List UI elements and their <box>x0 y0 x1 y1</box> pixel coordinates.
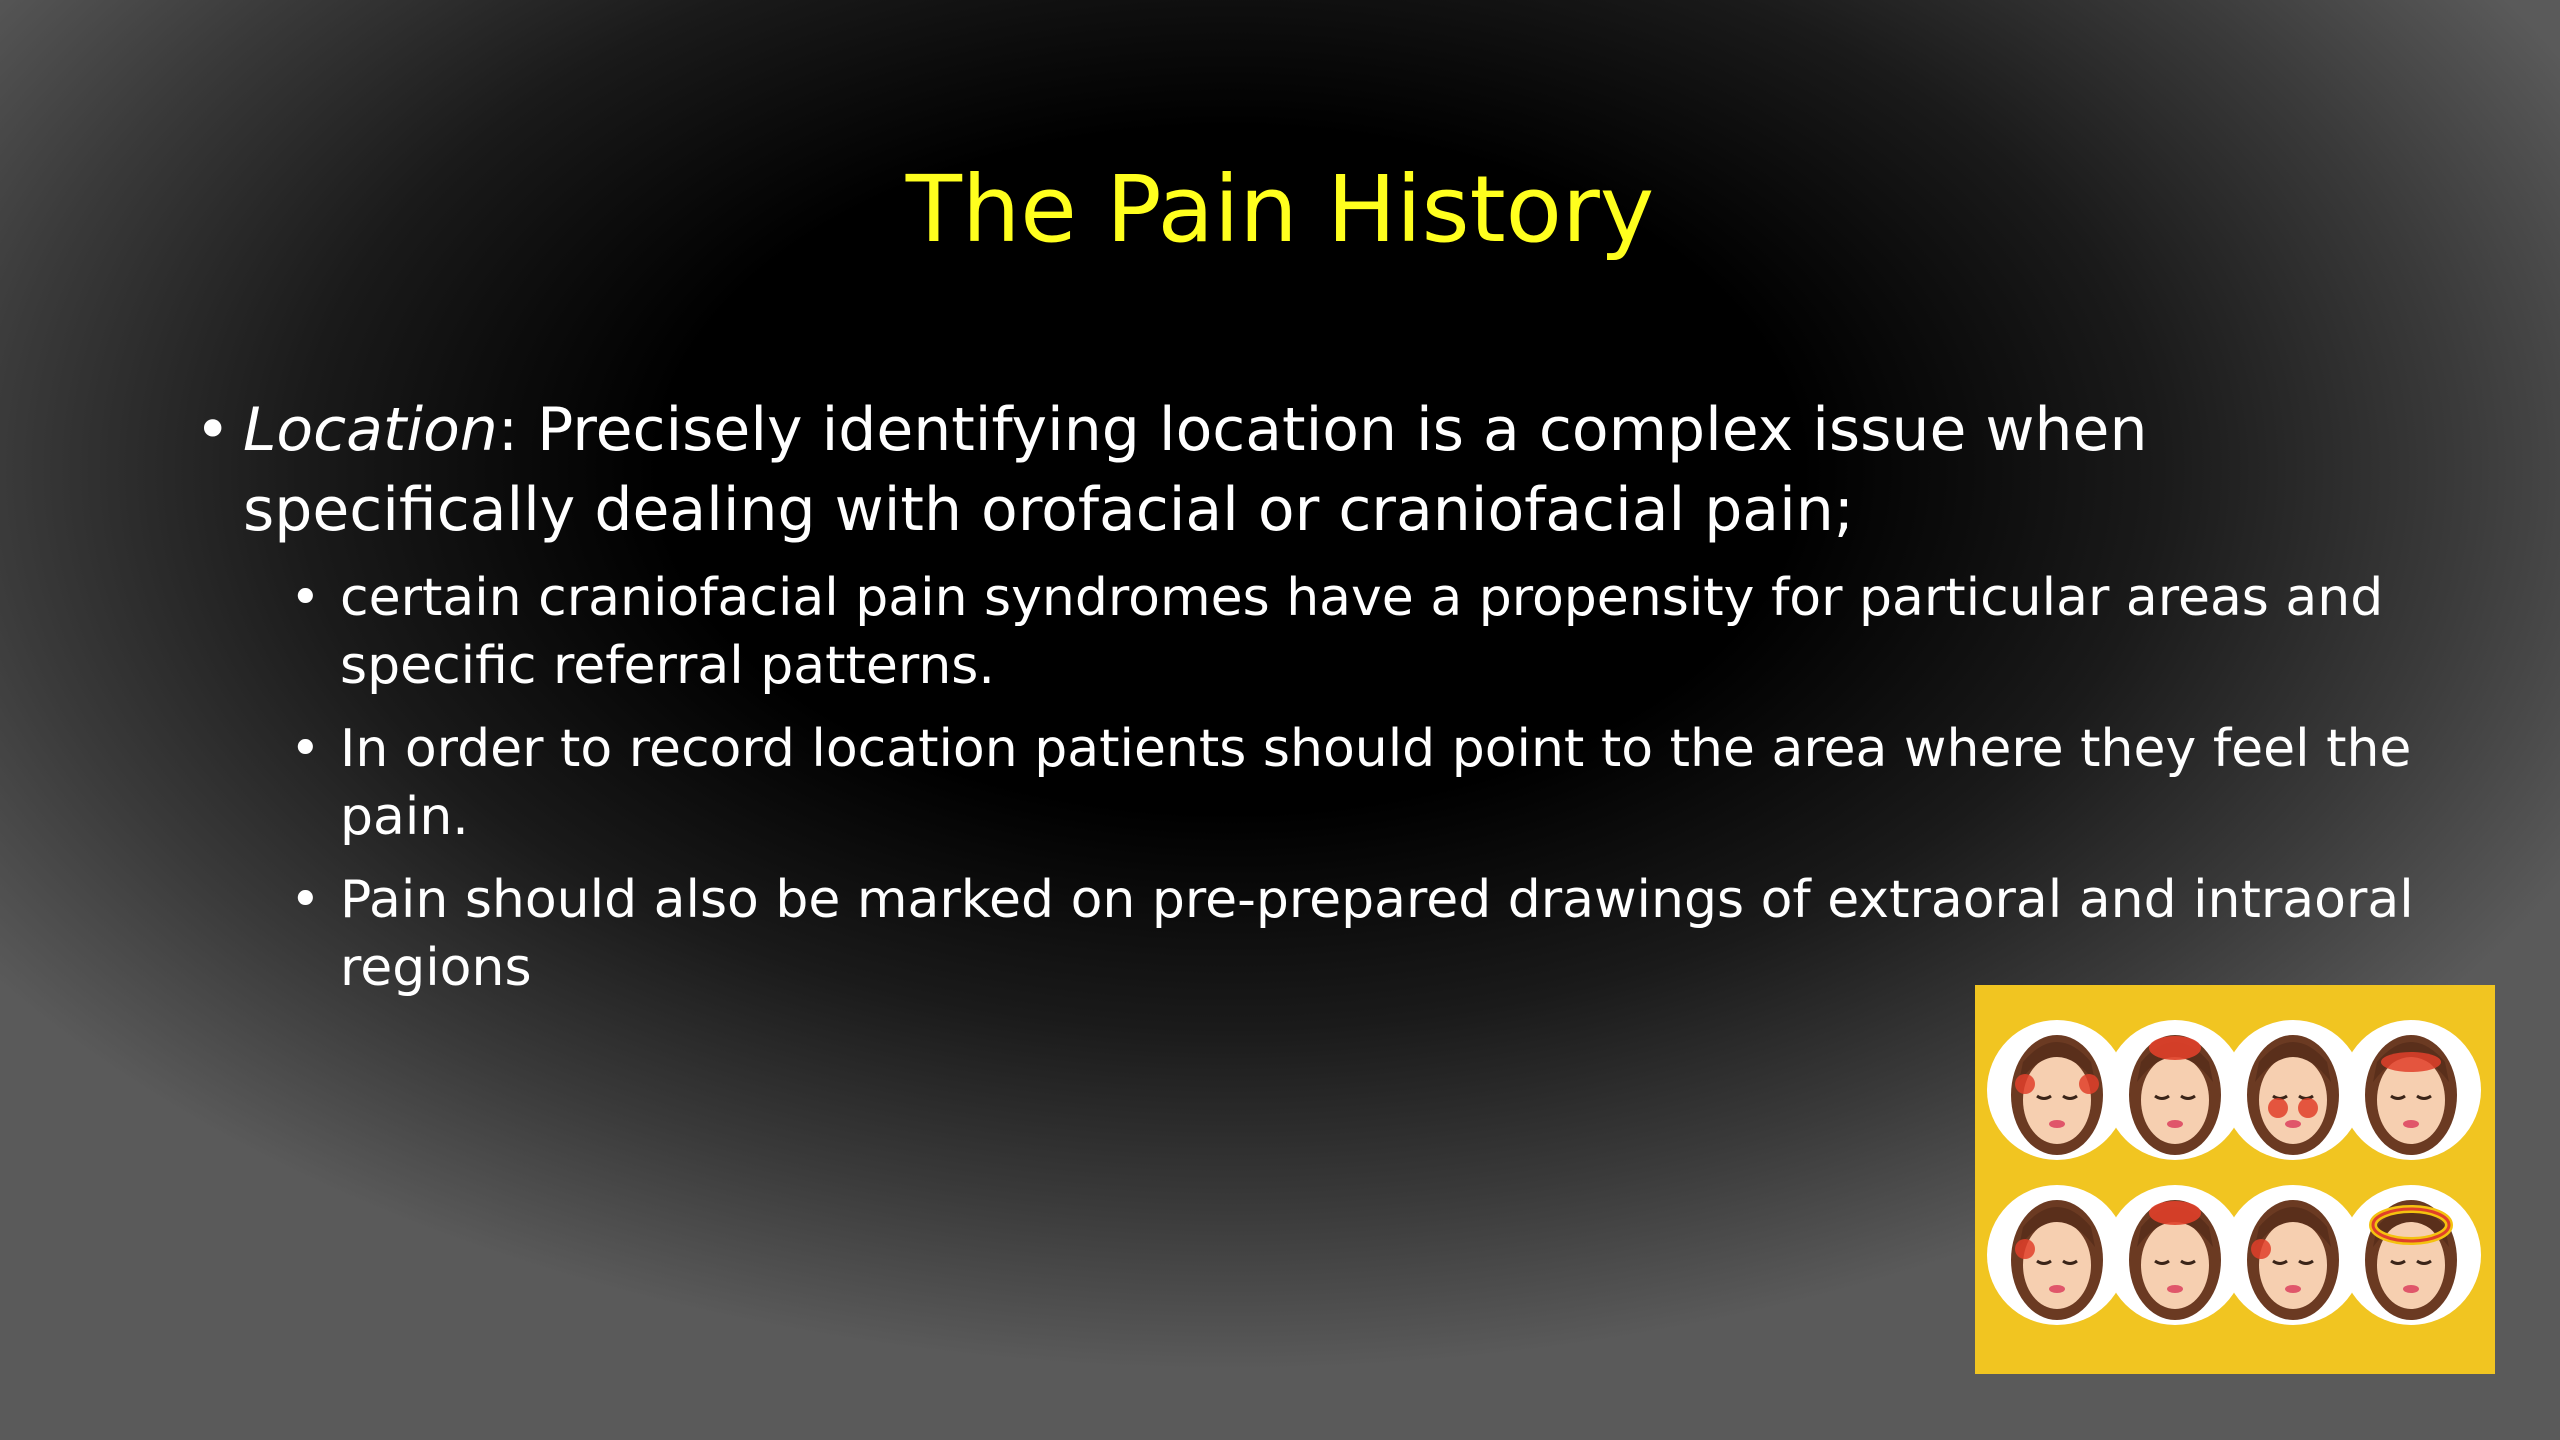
sub-bullet-3 <box>195 866 2425 1002</box>
bullet-marker: • <box>195 395 231 465</box>
pain-spot-icon <box>2251 1239 2271 1259</box>
face-skin <box>2259 1221 2327 1309</box>
bullet-term: Location <box>243 395 498 465</box>
sub-bullet-2 <box>195 715 2425 851</box>
pain-spot-icon <box>2015 1074 2035 1094</box>
bullet-list <box>195 390 2425 1017</box>
sub-bullet-text: certain craniofacial pain syndromes have a propensity for particular areas and specific referral patterns. <box>340 568 2384 696</box>
face-skin <box>2023 1056 2091 1144</box>
pain-spot-icon <box>2149 1201 2201 1225</box>
face-skin <box>2259 1056 2327 1144</box>
face-skin <box>2023 1221 2091 1309</box>
bullet-location <box>195 390 2425 550</box>
face-skin <box>2141 1221 2209 1309</box>
lips <box>2285 1120 2301 1128</box>
faces-illustration <box>1975 985 2495 1374</box>
face-skin <box>2141 1056 2209 1144</box>
head-pain-faces-image <box>1975 985 2495 1374</box>
sub-bullet-1 <box>195 564 2425 700</box>
lips <box>2403 1285 2419 1293</box>
lips <box>2049 1285 2065 1293</box>
slide-title: The Pain History <box>905 156 1655 263</box>
lips <box>2167 1120 2183 1128</box>
lips <box>2049 1120 2065 1128</box>
sub-bullet-marker: • <box>290 870 321 930</box>
sub-bullet-text: Pain should also be marked on pre-prepared drawings of extraoral and intraoral regions <box>340 870 2414 998</box>
lips <box>2403 1120 2419 1128</box>
sub-bullet-list <box>195 564 2425 1002</box>
lips <box>2285 1285 2301 1293</box>
pain-spot-icon <box>2298 1098 2318 1118</box>
pain-spot-icon <box>2381 1052 2441 1072</box>
pain-spot-icon <box>2149 1036 2201 1060</box>
pain-spot-icon <box>2268 1098 2288 1118</box>
pain-spot-icon <box>2079 1074 2099 1094</box>
sub-bullet-text: In order to record location patients should point to the area where they feel the pain. <box>340 719 2412 847</box>
lips <box>2167 1285 2183 1293</box>
sub-bullet-marker: • <box>290 568 321 628</box>
pain-spot-icon <box>2015 1239 2035 1259</box>
bullet-text: : Precisely identifying location is a complex issue when specifically dealing with orofacial or craniofacial pain; <box>243 395 2148 545</box>
sub-bullet-marker: • <box>290 719 321 779</box>
